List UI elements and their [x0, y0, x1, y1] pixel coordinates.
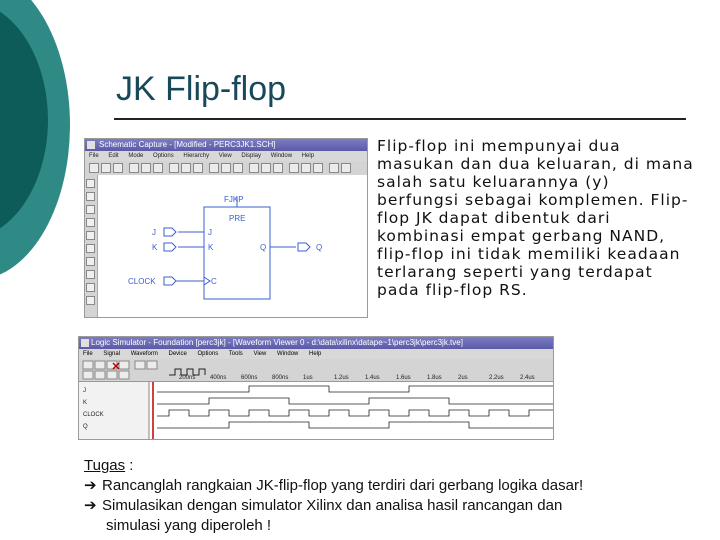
toolbar-button[interactable]: [141, 163, 151, 173]
menu-item[interactable]: Display: [241, 153, 262, 159]
toolbar-button[interactable]: [301, 163, 311, 173]
time-tick-label: 1.4us: [365, 375, 380, 381]
pin-q: Q: [260, 243, 267, 252]
waveform-area[interactable]: [79, 382, 553, 439]
tool-button[interactable]: [86, 283, 95, 292]
pin-c: C: [211, 277, 217, 286]
toolbar-button[interactable]: [153, 163, 163, 173]
task-colon: :: [125, 457, 134, 474]
time-tick-label: 1.2us: [334, 375, 349, 381]
pin-j: J: [208, 228, 212, 237]
task-header: [84, 456, 708, 476]
input-j-label: J: [152, 228, 156, 237]
menu-item[interactable]: Help: [301, 153, 315, 159]
task-item: [84, 496, 708, 516]
task-item-text: Rancanglah rangkaian JK-flip-flop yang terdiri dari gerbang logika dasar!: [102, 477, 584, 494]
menu-item[interactable]: Help: [309, 351, 322, 357]
toolbar-button[interactable]: [261, 163, 271, 173]
slide-description: Flip-flop ini mempunyai dua masukan dan dua keluaran, di mana salah satu keluarannya (y) berfungsi sebagai komplemen. Flip-flop JK dapat dibentuk dari kombinasi empat gerbang NAND, flip-flop ini tidak memiliki keadaan terlarang seperti yang terdapat pada flip-flop RS.: [377, 137, 694, 299]
arrow-right-icon: ➔: [84, 477, 97, 494]
waveform-viewer: [79, 382, 553, 439]
tool-button[interactable]: [86, 218, 95, 227]
toolbar-button[interactable]: [329, 163, 339, 173]
time-tick-label: 200ns: [179, 375, 196, 381]
schematic-capture-window: [84, 138, 368, 318]
menu-item[interactable]: Edit: [108, 153, 119, 159]
toolbar-button[interactable]: [113, 163, 123, 173]
menu-item[interactable]: Hierarchy: [183, 153, 210, 159]
task-label: Tugas: [84, 457, 126, 474]
toolbar-button[interactable]: [341, 163, 351, 173]
title-underline: [114, 118, 686, 120]
simulator-toolbar-icons: [79, 359, 553, 381]
time-tick-label: 2us: [458, 375, 468, 381]
schematic-menubar: [85, 151, 367, 161]
toolbar-button[interactable]: [289, 163, 299, 173]
time-tick-label: 600ns: [241, 375, 258, 381]
time-tick-label: 1.8us: [427, 375, 442, 381]
time-tick-label: 800ns: [272, 375, 289, 381]
menu-item[interactable]: Waveform: [130, 351, 158, 357]
toolbar-button[interactable]: [209, 163, 219, 173]
time-tick-label: 1.6us: [396, 375, 411, 381]
signal-name: CLOCK: [83, 412, 104, 418]
toolbar-button[interactable]: [89, 163, 99, 173]
tool-button[interactable]: [86, 244, 95, 253]
arrow-right-icon: ➔: [84, 497, 97, 514]
pin-pre: PRE: [229, 214, 246, 223]
task-item-continuation: [84, 516, 708, 536]
menu-item[interactable]: Options: [197, 351, 219, 357]
menu-item[interactable]: Options: [153, 153, 174, 159]
toolbar-button[interactable]: [193, 163, 203, 173]
app-icon: [87, 141, 95, 149]
menu-item[interactable]: Tools: [228, 351, 243, 357]
slide-title: JK Flip-flop: [116, 70, 287, 108]
tool-button[interactable]: [86, 270, 95, 279]
time-tick-label: 400ns: [210, 375, 227, 381]
logic-simulator-window: [78, 336, 554, 440]
simulator-toolbar: [79, 359, 553, 382]
menu-item[interactable]: File: [83, 351, 93, 357]
toolbar-button[interactable]: [233, 163, 243, 173]
output-q-label: Q: [316, 243, 323, 252]
simulator-title-bar: [79, 337, 553, 349]
task-section: [84, 456, 708, 536]
toolbar-button[interactable]: [313, 163, 323, 173]
schematic-tool-palette: [85, 175, 98, 317]
signal-name: Q: [83, 424, 88, 430]
input-k-label: K: [152, 243, 158, 252]
schematic-title-bar: [85, 139, 367, 151]
toolbar-button[interactable]: [101, 163, 111, 173]
simulator-menubar: [79, 349, 553, 359]
tool-button[interactable]: [86, 296, 95, 305]
toolbar-button[interactable]: [273, 163, 283, 173]
task-item-text: simulasi yang diperoleh !: [106, 517, 272, 534]
tool-button[interactable]: [86, 192, 95, 201]
tool-button[interactable]: [86, 257, 95, 266]
signal-name: J: [83, 388, 86, 394]
pin-k: K: [208, 243, 214, 252]
menu-item[interactable]: Signal: [103, 351, 121, 357]
component-name: FJKP: [224, 195, 244, 204]
menu-item[interactable]: View: [253, 351, 267, 357]
time-tick-label: 1us: [303, 375, 313, 381]
schematic-toolbar: [85, 161, 367, 176]
app-icon: [81, 339, 89, 347]
toolbar-button[interactable]: [129, 163, 139, 173]
schematic-canvas[interactable]: [98, 175, 367, 317]
menu-item[interactable]: Mode: [128, 153, 144, 159]
menu-item[interactable]: Window: [270, 153, 293, 159]
simulator-title: Logic Simulator - Foundation [perc3jk] - [Waveform Viewer 0 - d:\data\xilinx\datape~1\perc3jk\perc3jk.tve]: [91, 338, 463, 347]
toolbar-button[interactable]: [169, 163, 179, 173]
toolbar-button[interactable]: [221, 163, 231, 173]
toolbar-button[interactable]: [249, 163, 259, 173]
task-item: [84, 476, 708, 496]
time-tick-label: 2.4us: [520, 375, 535, 381]
menu-item[interactable]: View: [218, 153, 232, 159]
tool-button[interactable]: [86, 205, 95, 214]
menu-item[interactable]: File: [89, 153, 99, 159]
menu-item[interactable]: Device: [168, 351, 187, 357]
tool-button[interactable]: [86, 231, 95, 240]
input-clock-label: CLOCK: [128, 277, 156, 286]
signal-name: K: [83, 400, 88, 406]
toolbar-button[interactable]: [181, 163, 191, 173]
jk-flipflop-schematic: [98, 175, 366, 315]
schematic-title: Schematic Capture - [Modified - PERC3JK1.SCH]: [99, 140, 276, 149]
tool-button[interactable]: [86, 179, 95, 188]
task-item-text: Simulasikan dengan simulator Xilinx dan analisa hasil rancangan dan: [102, 497, 563, 514]
time-tick-label: 2.2us: [489, 375, 504, 381]
menu-item[interactable]: Window: [277, 351, 299, 357]
